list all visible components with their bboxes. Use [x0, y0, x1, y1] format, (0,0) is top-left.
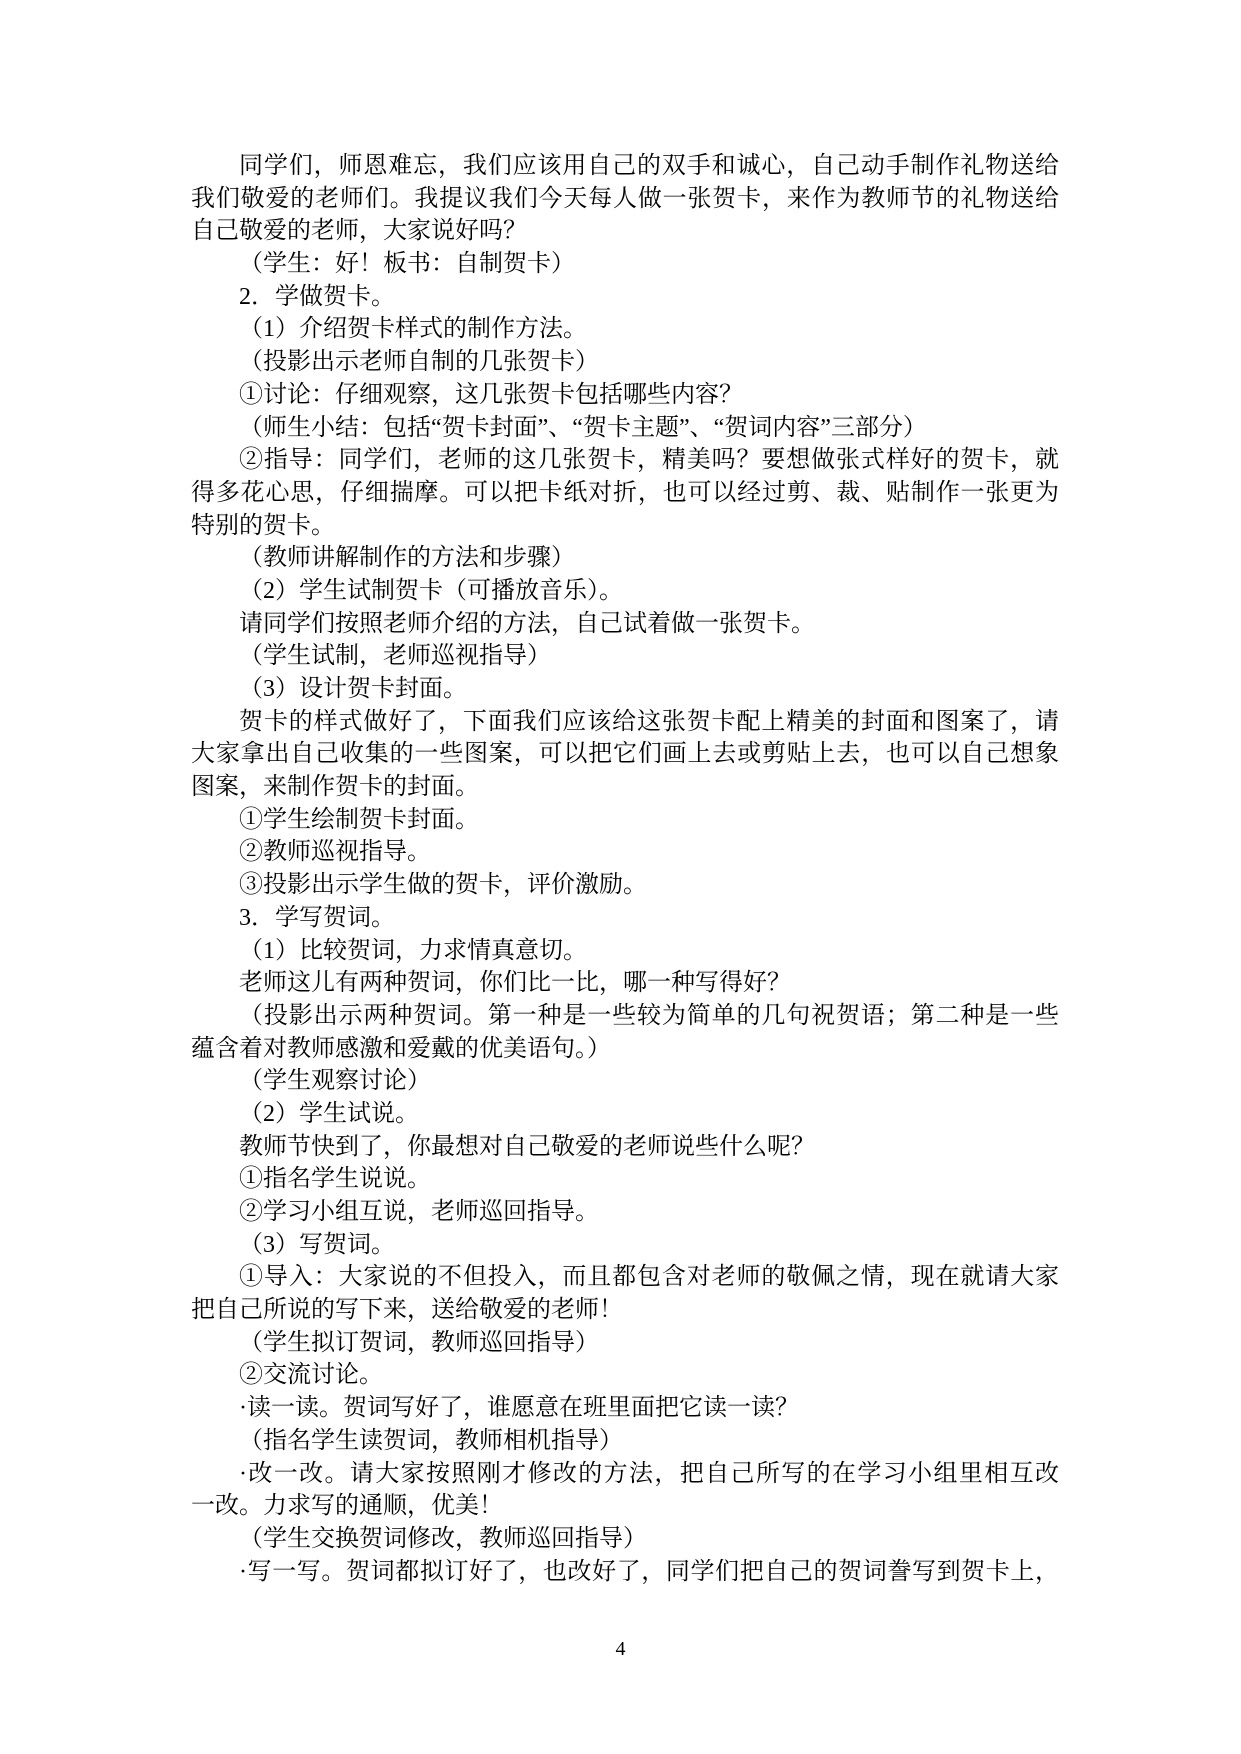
text-line: （指名学生读贺词，教师相机指导） — [239, 1427, 623, 1454]
text-line: 2．学做贺卡。 — [239, 283, 395, 310]
text-line: ③投影出示学生做的贺卡，评价激励。 — [239, 872, 647, 899]
bullet-item — [191, 1392, 1059, 1425]
page-number: 4 — [615, 1638, 626, 1660]
text-line: 老师这儿有两种贺词，你们比一比，哪一种写得好？ — [239, 970, 791, 997]
paragraph — [191, 804, 1059, 837]
paragraph — [191, 1196, 1059, 1229]
subsection-heading — [191, 673, 1059, 706]
text-line: 同学们，师恩难忘，我们应该用自己的双手和诚心，自己动手制作礼物送给 — [239, 153, 1059, 179]
paragraph — [191, 1131, 1059, 1164]
text-line: （学生：好！板书：自制贺卡） — [239, 251, 575, 278]
text-line: 3．学写贺词。 — [239, 904, 395, 931]
section-heading — [191, 902, 1059, 935]
text-line: 教师节快到了，你最想对自己敬爱的老师说些什么呢？ — [239, 1133, 815, 1160]
paragraph — [191, 150, 1059, 248]
text-line: ①指名学生说说。 — [239, 1166, 431, 1193]
paragraph — [191, 1261, 1059, 1326]
paragraph — [191, 379, 1059, 412]
paragraph — [191, 1425, 1059, 1458]
bullet-item — [191, 1556, 1059, 1589]
text-line: （1）比较贺词，力求情真意切。 — [239, 937, 587, 964]
text-line: 得多花心思，仔细揣摩。可以把卡纸对折，也可以经过剪、裁、贴制作一张更为 — [191, 479, 1059, 506]
text-line: ①讨论：仔细观察，这几张贺卡包括哪些内容？ — [239, 381, 743, 408]
text-line: ②交流讨论。 — [239, 1362, 383, 1389]
paragraph — [191, 1065, 1059, 1098]
subsection-heading — [191, 575, 1059, 608]
text-line: 把自己所说的写下来，送给敬爱的老师！ — [191, 1297, 623, 1324]
paragraph — [191, 542, 1059, 575]
text-line: 一改。力求写的通顺，优美！ — [191, 1493, 503, 1520]
bullet-item — [191, 1458, 1059, 1523]
paragraph — [191, 1327, 1059, 1360]
text-line: 自己敬爱的老师，大家说好吗？ — [191, 218, 527, 245]
text-line: 蕴含着对教师感激和爱戴的优美语句。） — [191, 1035, 611, 1062]
text-line: （师生小结：包括“贺卡封面”、“贺卡主题”、“贺词内容”三部分） — [239, 414, 927, 441]
text-line: （投影出示老师自制的几张贺卡） — [239, 349, 599, 376]
text-line: 我们敬爱的老师们。我提议我们今天每人做一张贺卡，来作为教师节的礼物送给 — [191, 185, 1059, 212]
paragraph — [191, 444, 1059, 542]
text-line: （学生交换贺词修改，教师巡回指导） — [239, 1525, 647, 1552]
paragraph — [191, 869, 1059, 902]
paragraph — [191, 1000, 1059, 1065]
text-line: ·改一改。请大家按照刚才修改的方法，把自己所写的在学习小组里相互改 — [239, 1460, 1059, 1487]
text-line: ①导入：大家说的不但投入，而且都包含对老师的敬佩之情，现在就请大家 — [239, 1264, 1059, 1291]
paragraph — [191, 706, 1059, 804]
text-line: ②学习小组互说，老师巡回指导。 — [239, 1199, 599, 1225]
text-line: （学生拟订贺词，教师巡回指导） — [239, 1329, 599, 1356]
paragraph — [191, 248, 1059, 281]
text-line: 特别的贺卡。 — [191, 512, 335, 539]
text-line: ·写一写。贺词都拟订好了，也改好了，同学们把自己的贺词誊写到贺卡上， — [239, 1558, 1059, 1585]
text-line: ②教师巡视指导。 — [239, 839, 431, 866]
text-line: （2）学生试制贺卡（可播放音乐）。 — [239, 577, 623, 604]
text-line: （教师讲解制作的方法和步骤） — [239, 545, 575, 572]
text-line: 图案，来制作贺卡的封面。 — [191, 774, 479, 801]
paragraph — [191, 346, 1059, 379]
paragraph — [191, 1163, 1059, 1196]
paragraph — [191, 1523, 1059, 1556]
paragraph — [191, 412, 1059, 445]
text-line: 请同学们按照老师介绍的方法，自己试着做一张贺卡。 — [239, 610, 815, 637]
subsection-heading — [191, 1229, 1059, 1262]
text-line: （学生试制，老师巡视指导） — [239, 643, 551, 670]
text-line: （3）设计贺卡封面。 — [239, 676, 467, 702]
paragraph — [191, 640, 1059, 673]
body-text — [191, 150, 1059, 1588]
paragraph — [191, 1359, 1059, 1392]
text-line: （3）写贺词。 — [239, 1231, 395, 1258]
subsection-heading — [191, 313, 1059, 346]
subsection-heading — [191, 935, 1059, 968]
text-line: （学生观察讨论） — [239, 1068, 431, 1095]
text-line: 贺卡的样式做好了，下面我们应该给这张贺卡配上精美的封面和图案了，请 — [239, 708, 1059, 735]
text-line: （1）介绍贺卡样式的制作方法。 — [239, 316, 587, 343]
paragraph — [191, 836, 1059, 869]
text-line: 大家拿出自己收集的一些图案，可以把它们画上去或剪贴上去，也可以自己想象 — [191, 741, 1059, 768]
paragraph — [191, 967, 1059, 1000]
paragraph — [191, 608, 1059, 641]
section-heading — [191, 281, 1059, 314]
subsection-heading — [191, 1098, 1059, 1131]
text-line: ·读一读。贺词写好了，谁愿意在班里面把它读一读？ — [239, 1395, 799, 1422]
text-line: （2）学生试说。 — [239, 1100, 419, 1127]
text-line: （投影出示两种贺词。第一种是一些较为简单的几句祝贺语；第二种是一些 — [239, 1002, 1059, 1029]
text-line: ②指导：同学们，老师的这几张贺卡，精美吗？要想做张式样好的贺卡，就 — [239, 447, 1059, 474]
text-line: ①学生绘制贺卡封面。 — [239, 806, 479, 833]
